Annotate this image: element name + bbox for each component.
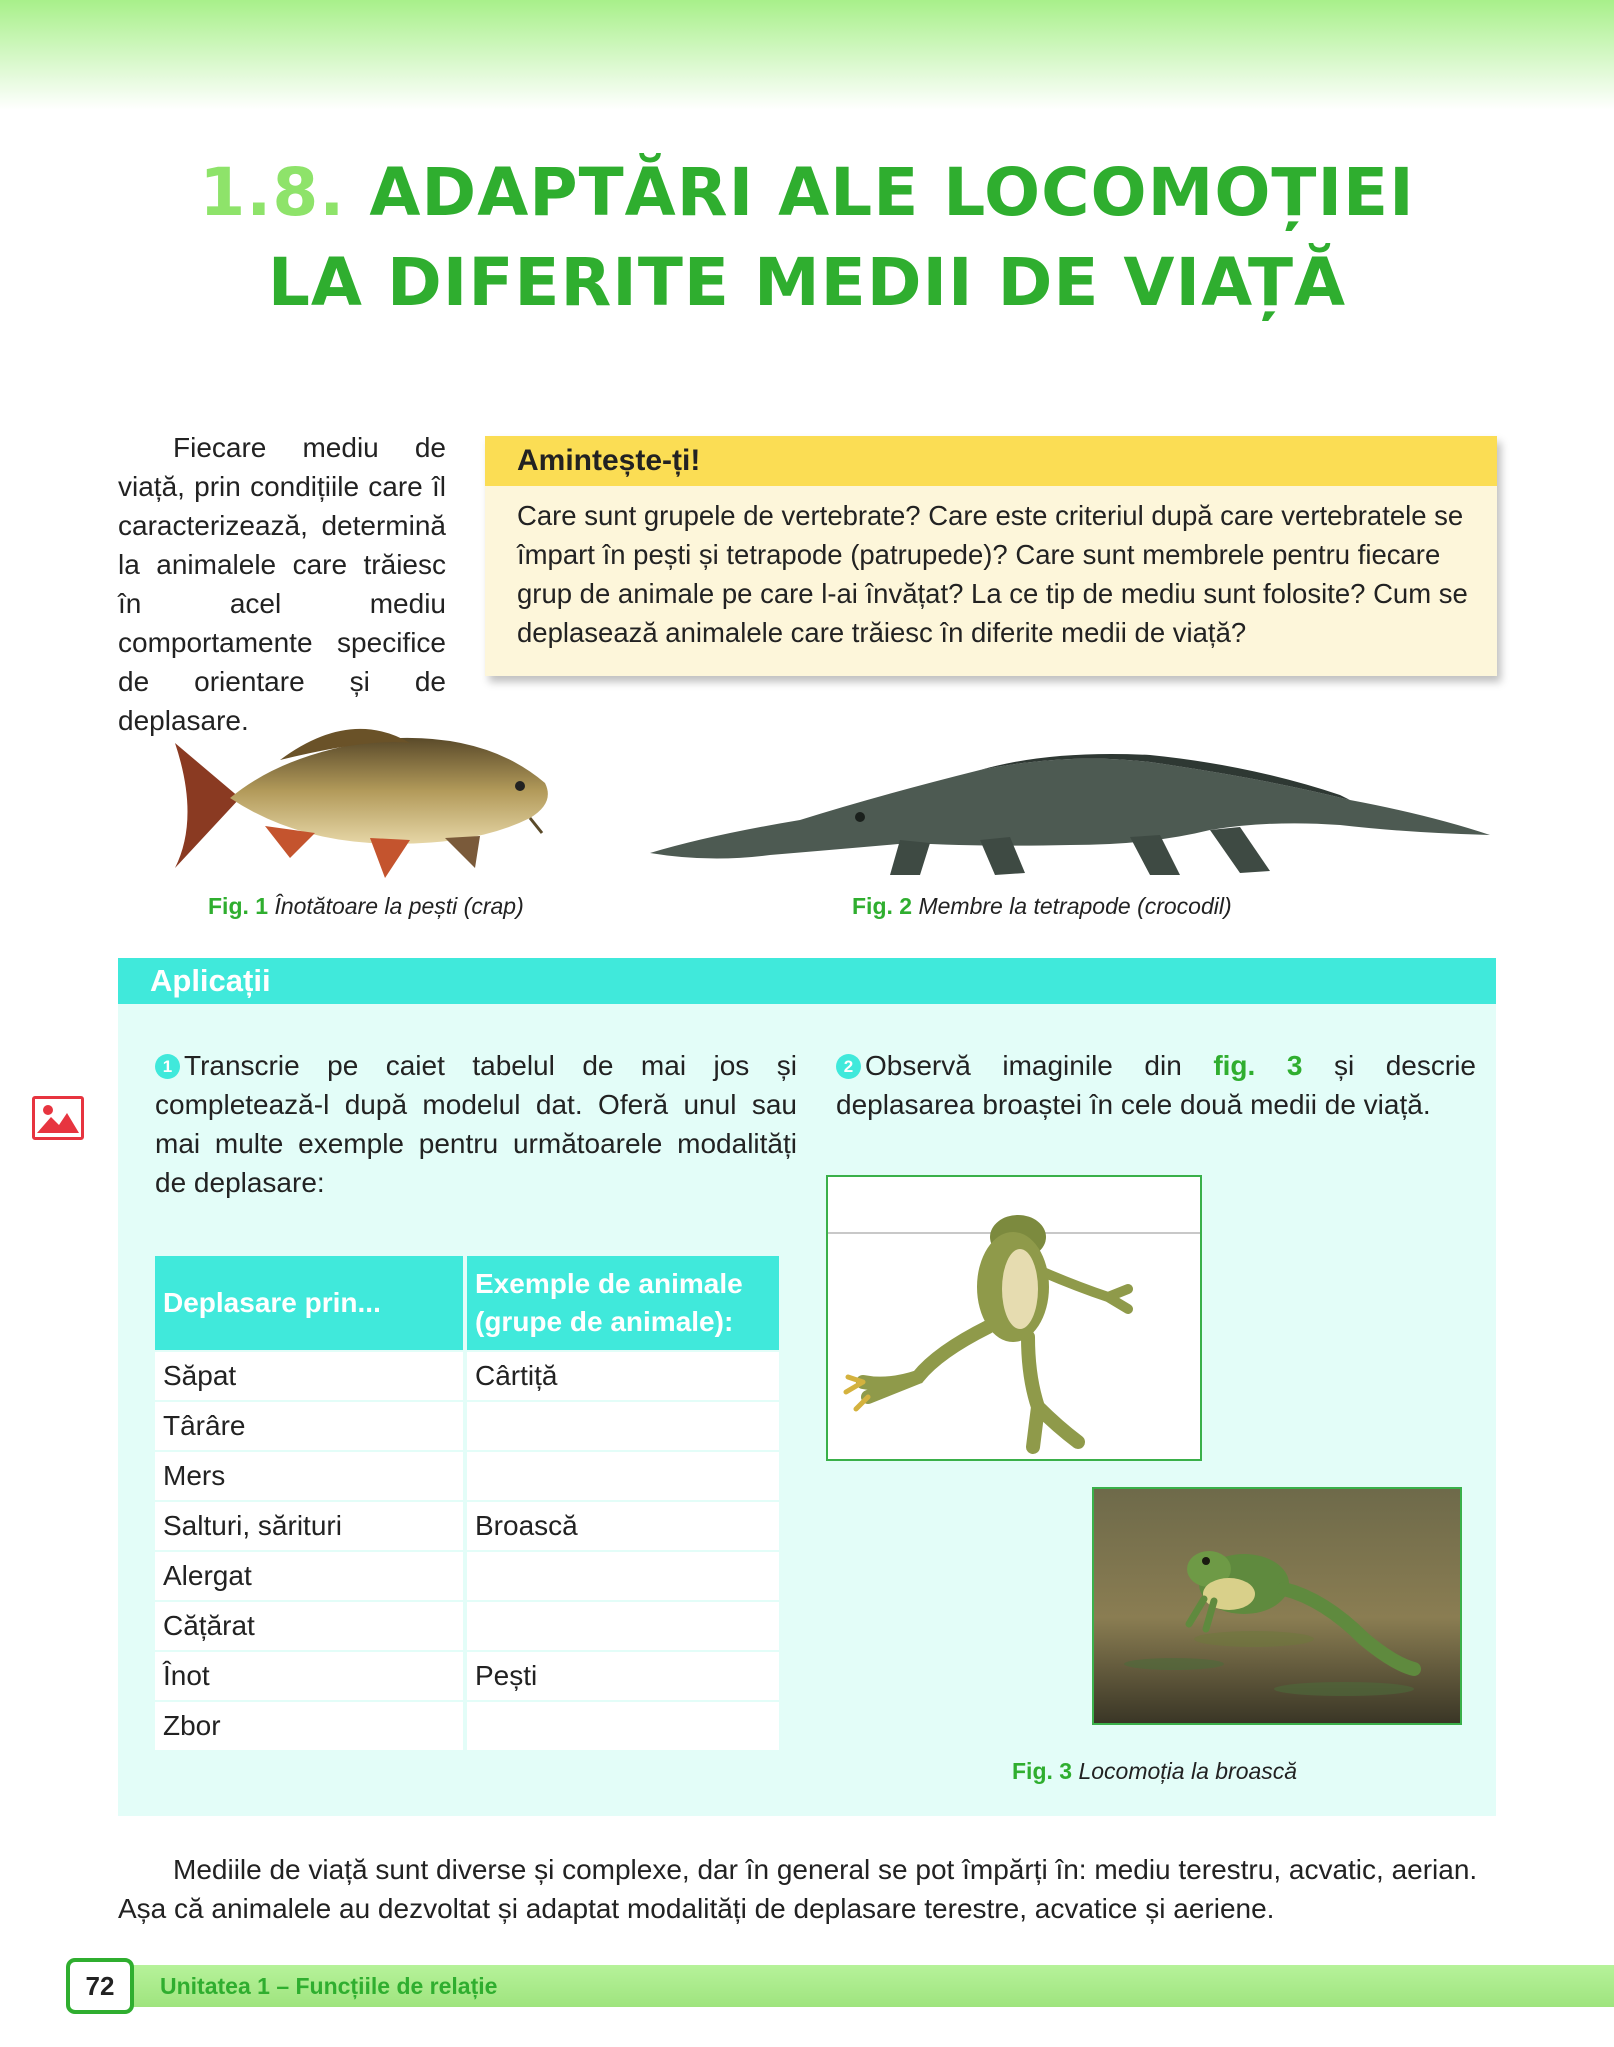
crocodile-image <box>650 725 1490 890</box>
task-2-number: 2 <box>836 1054 861 1079</box>
frog-swimming-image <box>826 1175 1202 1461</box>
table-row <box>155 1502 779 1550</box>
fig2-label: Fig. 2 <box>852 893 913 919</box>
row-example: Pești <box>467 1652 779 1700</box>
fig1-caption <box>208 893 524 920</box>
row-example <box>467 1552 779 1600</box>
section-number: 1.8. <box>199 154 346 231</box>
task-1 <box>155 1046 797 1202</box>
row-mode: Târâre <box>155 1402 463 1450</box>
fig1-label: Fig. 1 <box>208 893 269 919</box>
row-mode: Cățărat <box>155 1602 463 1650</box>
fig3-label: Fig. 3 <box>1012 1758 1073 1784</box>
row-example <box>467 1702 779 1750</box>
page-number: 72 <box>66 1958 134 2014</box>
applications-heading: Aplicații <box>118 958 1496 1004</box>
table-row <box>155 1402 779 1450</box>
table-row <box>155 1652 779 1700</box>
title-line-1: ADAPTĂRI ALE LOCOMOȚIEI <box>369 154 1415 231</box>
task-2 <box>836 1046 1476 1124</box>
fig3-caption <box>1012 1758 1297 1785</box>
task-1-number: 1 <box>155 1054 180 1079</box>
row-example: Cârtiță <box>467 1352 779 1400</box>
task-2-text-after: și descrie deplasarea broaștei în cele două medii de viață. <box>836 1050 1476 1120</box>
fig3-text: Locomoția la broască <box>1078 1758 1298 1784</box>
row-example: Broască <box>467 1502 779 1550</box>
locomotion-table <box>155 1256 779 1750</box>
carp-fish-image <box>170 708 560 888</box>
table-row <box>155 1602 779 1650</box>
row-mode: Mers <box>155 1452 463 1500</box>
row-mode: Înot <box>155 1652 463 1700</box>
title-line-2: LA DIFERITE MEDII DE VIAȚĂ <box>267 244 1347 321</box>
page-title <box>0 148 1614 328</box>
footer-unit-title: Unitatea 1 – Funcțiile de relație <box>160 1973 498 1999</box>
table-row <box>155 1452 779 1500</box>
intro-paragraph: Fiecare mediu de viață, prin condițiile care îl caracterizează, determină la animalele care trăiesc în acel mediu comportamente specifice de orientare și de deplasare. <box>118 432 446 736</box>
remember-heading: Amintește-ți! <box>485 436 1497 486</box>
fig2-text: Membre la tetrapode (crocodil) <box>918 893 1232 919</box>
top-gradient-band <box>0 0 1614 110</box>
table-header <box>155 1256 779 1350</box>
frog-jumping-image <box>1092 1487 1462 1725</box>
row-example <box>467 1452 779 1500</box>
table-row <box>155 1352 779 1400</box>
row-example <box>467 1602 779 1650</box>
row-example <box>467 1402 779 1450</box>
image-gallery-icon[interactable] <box>32 1096 84 1140</box>
row-mode: Alergat <box>155 1552 463 1600</box>
task-1-text: Transcrie pe caiet tabelul de mai jos și completează-l după modelul dat. Oferă unul sau mai multe exemple pentru următoarele modalități de deplasare: <box>155 1050 797 1198</box>
remember-box <box>485 436 1497 676</box>
header-deplasare: Deplasare prin... <box>155 1256 463 1350</box>
table-row <box>155 1552 779 1600</box>
table-row <box>155 1702 779 1750</box>
outro-paragraph: Mediile de viață sunt diverse și complexe, dar în general se pot împărți în: mediu terestru, acvatic, aerian. Așa că animalele au dezvoltat și adaptat modalități de deplasare terestre, acvatice și aeriene. <box>118 1854 1478 1924</box>
row-mode: Zbor <box>155 1702 463 1750</box>
header-exemple: Exemple de animale (grupe de animale): <box>467 1256 779 1350</box>
fig3-link[interactable]: fig. 3 <box>1213 1050 1303 1081</box>
fig1-text: Înotătoare la pești (crap) <box>274 893 524 919</box>
row-mode: Săpat <box>155 1352 463 1400</box>
task-2-text-before: Observă imaginile din <box>865 1050 1214 1081</box>
fig2-caption <box>852 893 1232 920</box>
remember-text: Care sunt grupele de vertebrate? Care este criteriul după care vertebratele se împart în pești și tetrapode (patrupede)? Care sunt membrele pentru fiecare grup de animale pe care l-ai învățat? La ce tip de mediu sunt folosite? Cum se deplasează animalele care trăiesc în diferite medii de viață? <box>517 500 1468 648</box>
row-mode: Salturi, sărituri <box>155 1502 463 1550</box>
